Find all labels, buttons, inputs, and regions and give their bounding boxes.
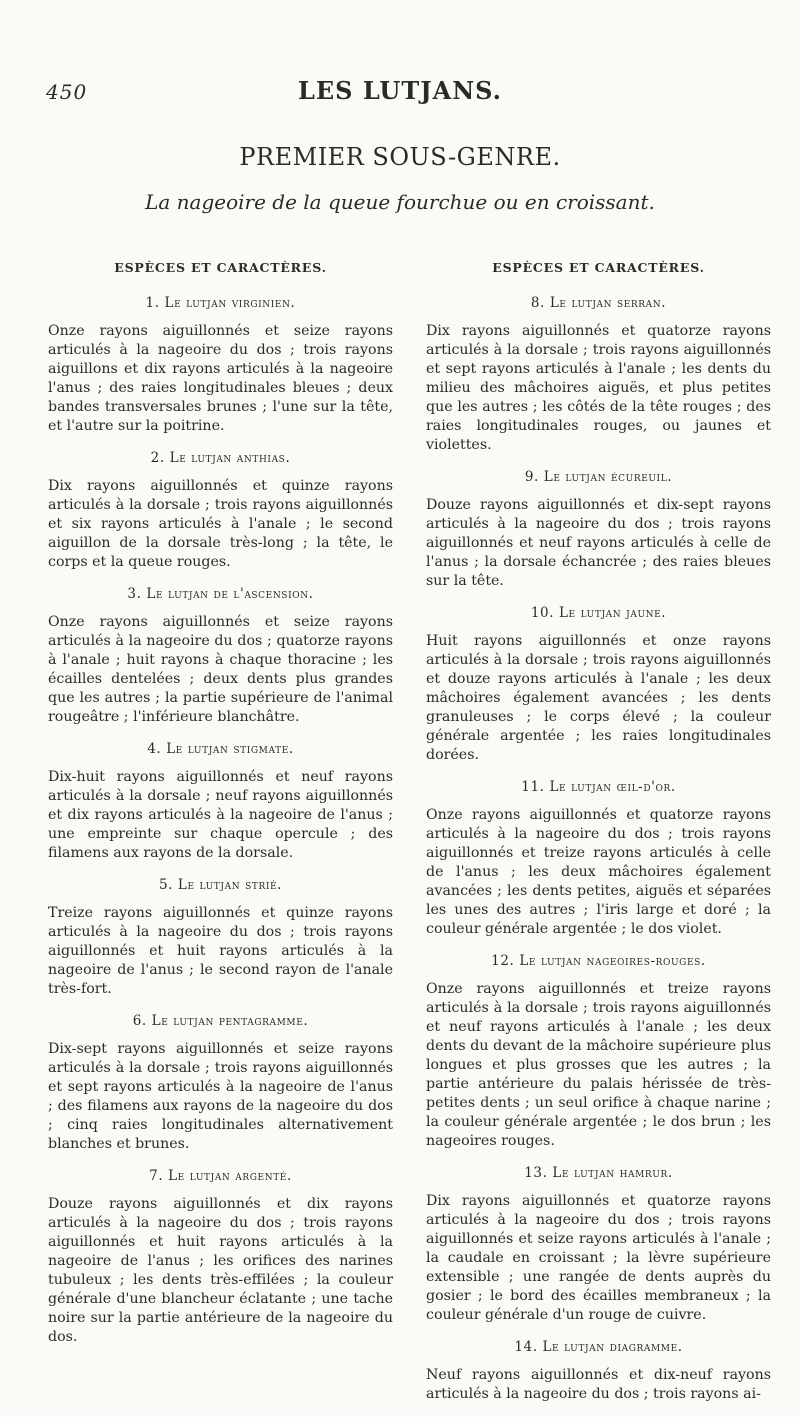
species-description: Huit rayons aiguillonnés et onze rayons articulés à la dorsale ; trois rayons aiguillonnés et douze rayons articulés à l'anale ; les deux mâchoires également avancées ; les dents granuleuses ; le corps élevé ; la couleur générale argentée ; les raies longitudinales dorées. xyxy=(426,633,771,763)
species-description: Treize rayons aiguillonnés et quinze rayons articulés à la nageoire du dos ; trois rayons aiguillonnés et huit rayons articulés à la nageoire de l'anus ; le second rayon de l'anale très-fort. xyxy=(48,905,393,997)
species-entry xyxy=(426,468,771,591)
species-description: Dix rayons aiguillonnés et quatorze rayons articulés à la nageoire du dos ; trois rayons aiguillonnés et seize rayons articulés à l'anale ; la caudale en croissant ; la lèvre supérieure extensible ; une rangée de dents auprès du gosier ; le bord des écailles membraneux ; la couleur générale d'un rouge de cuivre. xyxy=(426,1193,771,1323)
species-name: 11. Le lutjan œil-d'or. xyxy=(521,779,676,795)
species-entry xyxy=(426,778,771,939)
species-description: Dix-huit rayons aiguillonnés et neuf rayons articulés à la dorsale ; neuf rayons aiguillonnés et dix rayons articulés à la nageoire de l'anus ; une empreinte sur chaque opercule ; des filamens aux rayons de la dorsale. xyxy=(48,769,393,861)
species-description: Dix rayons aiguillonnés et quatorze rayons articulés à la dorsale ; trois rayons aiguillonnés et sept rayons articulés à l'anale ; les dents du milieu des mâchoires aiguës, et plus petites que les autres ; les côtés de la tête rouges ; des raies longitudinales rouges, ou jaunes et violettes. xyxy=(426,323,771,453)
species-name: 1. Le lutjan virginien. xyxy=(145,295,296,311)
species-name: 13. Le lutjan hamrur. xyxy=(524,1165,673,1181)
species-description: Neuf rayons aiguillonnés et dix-neuf rayons articulés à la nageoire du dos ; trois rayons ai- xyxy=(426,1367,771,1402)
right-column-heading: ESPÈCES ET CARACTÈRES. xyxy=(492,260,705,275)
running-head: LES LUTJANS. xyxy=(298,76,502,105)
species-entry xyxy=(48,585,393,727)
species-description: Douze rayons aiguillonnés et dix-sept rayons articulés à la nageoire du dos ; trois rayons aiguillonnés et neuf rayons articulés à celle de l'anus ; la dorsale échancrée ; des raies bleues sur la tête. xyxy=(426,497,771,589)
section-title: PREMIER SOUS-GENRE. xyxy=(239,143,561,171)
species-entry xyxy=(426,952,771,1151)
species-description: Douze rayons aiguillonnés et dix rayons articulés à la nageoire du dos ; trois rayons aiguillonnés et huit rayons articulés à la nageoire de l'anus ; les orifices des narines tubuleux ; les dents très-effilées ; la couleur générale d'une blancheur éclatante ; une tache noire sur la partie antérieure de la nageoire du dos. xyxy=(48,1196,393,1345)
species-name: 9. Le lutjan écureuil. xyxy=(524,469,673,485)
species-name: 5. Le lutjan strié. xyxy=(158,877,283,893)
species-description: Onze rayons aiguillonnés et seize rayons articulés à la nageoire du dos ; quatorze rayons à l'anale ; huit rayons à chaque thoracine ; les écailles dentelées ; deux dents plus grandes que les autres ; la partie supérieure de l'animal rougeâtre ; l'inférieure blanchâtre. xyxy=(48,614,393,725)
species-entry xyxy=(48,1012,393,1154)
right-column xyxy=(426,258,771,1417)
species-entry xyxy=(426,294,771,455)
species-entry xyxy=(48,294,393,436)
left-column xyxy=(48,258,393,1360)
species-entry xyxy=(48,876,393,999)
page-number: 450 xyxy=(46,80,88,104)
species-name: 14. Le lutjan diagramme. xyxy=(514,1339,683,1355)
left-column-heading: ESPÈCES ET CARACTÈRES. xyxy=(114,260,327,275)
species-name: 7. Le lutjan argenté. xyxy=(149,1168,292,1184)
species-name: 12. Le lutjan nageoires-rouges. xyxy=(491,953,706,969)
species-description: Onze rayons aiguillonnés et seize rayons articulés à la nageoire du dos ; trois rayons aiguillons et dix rayons articulés à la nageoire l'anus ; des raies longitudinales bleues ; deux bandes transversales brunes ; l'une sur la tête, et l'autre sur la poitrine. xyxy=(48,323,393,434)
section-subtitle: La nageoire de la queue fourchue ou en croissant. xyxy=(145,190,655,214)
species-entry xyxy=(426,1164,771,1325)
species-name: 2. Le lutjan anthias. xyxy=(150,450,291,466)
species-entry xyxy=(48,1167,393,1347)
species-name: 10. Le lutjan jaune. xyxy=(530,605,667,621)
species-entry xyxy=(426,604,771,765)
species-description: Onze rayons aiguillonnés et treize rayons articulés à la dorsale ; trois rayons aiguillonnés et neuf rayons articulés à l'anale ; les deux dents du devant de la mâchoire supérieure plus longues et plus grosses que les autres ; la partie antérieure du palais hérissée de très-petites dents ; un seul orifice à chaque narine ; la couleur générale argentée ; le dos brun ; les nageoires rouges. xyxy=(426,981,771,1149)
species-name: 6. Le lutjan pentagramme. xyxy=(132,1013,309,1029)
species-description: Dix-sept rayons aiguillonnés et seize rayons articulés à la dorsale ; trois rayons aiguillonnés et sept rayons articulés à la nageoire de l'anus ; des filamens aux rayons de la nageoire du dos ; cinq raies longitudinales alternativement blanches et brunes. xyxy=(48,1041,393,1152)
species-description: Dix rayons aiguillonnés et quinze rayons articulés à la dorsale ; trois rayons aiguillonnés et six rayons articulés à l'anale ; le second aiguillon de la dorsale très-long ; la tête, le corps et la queue rouges. xyxy=(48,478,393,570)
species-name: 3. Le lutjan de l'ascension. xyxy=(127,586,314,602)
species-name: 8. Le lutjan serran. xyxy=(530,295,667,311)
species-entry xyxy=(48,449,393,572)
species-name: 4. Le lutjan stigmate. xyxy=(147,741,294,757)
species-entry xyxy=(426,1338,771,1404)
species-entry xyxy=(48,740,393,863)
species-description: Onze rayons aiguillonnés et quatorze rayons articulés à la nageoire du dos ; trois rayons aiguillonnés et treize rayons articulés à celle de l'anus ; les deux mâchoires également avancées ; les dents petites, aiguës et séparées les unes des autres ; l'iris large et doré ; la couleur générale argentée ; le dos violet. xyxy=(426,807,771,937)
